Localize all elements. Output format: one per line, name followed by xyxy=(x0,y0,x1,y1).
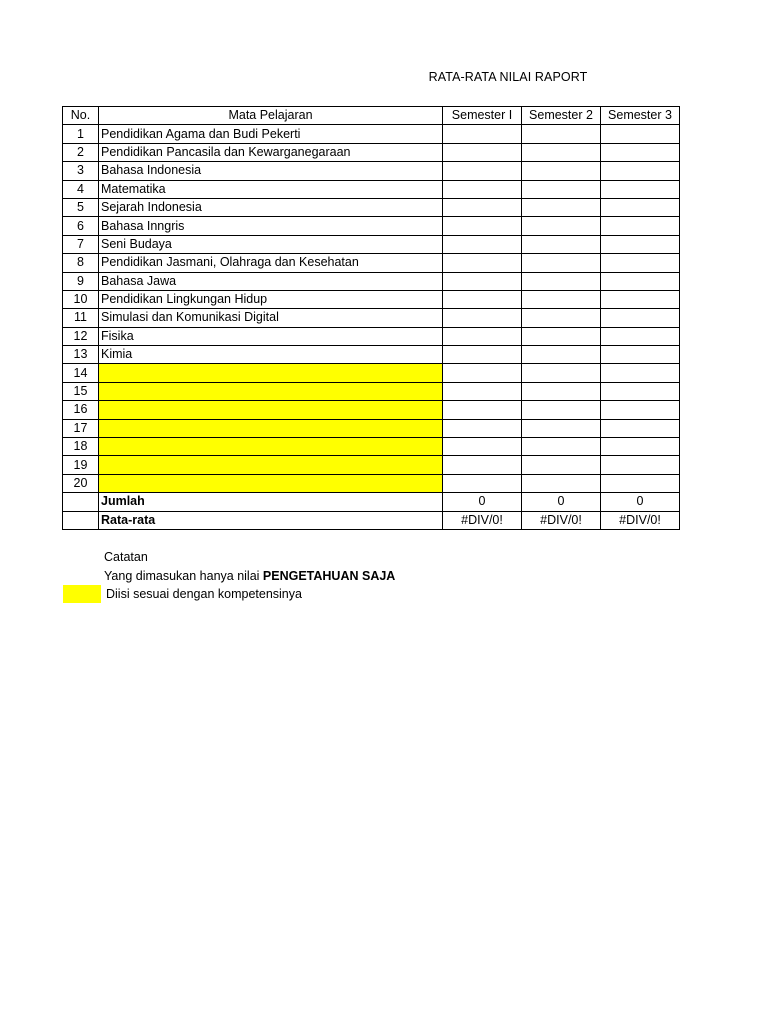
semester-3-cell[interactable] xyxy=(601,162,680,180)
semester-2-cell[interactable] xyxy=(522,125,601,143)
rata-rata-no-cell[interactable] xyxy=(63,511,99,529)
subject-cell[interactable]: Fisika xyxy=(99,327,443,345)
subject-cell-empty[interactable] xyxy=(99,474,443,492)
table-row xyxy=(63,143,680,161)
jumlah-row xyxy=(63,493,680,511)
semester-2-cell[interactable] xyxy=(522,327,601,345)
subject-cell[interactable]: Sejarah Indonesia xyxy=(99,198,443,216)
semester-2-cell[interactable] xyxy=(522,290,601,308)
semester-2-cell[interactable] xyxy=(522,235,601,253)
semester-3-cell[interactable] xyxy=(601,290,680,308)
subject-cell[interactable]: Bahasa Indonesia xyxy=(99,162,443,180)
row-number-cell[interactable]: 6 xyxy=(63,217,99,235)
subject-cell-empty[interactable] xyxy=(99,419,443,437)
header-no[interactable]: No. xyxy=(63,107,99,125)
row-number-cell[interactable]: 20 xyxy=(63,474,99,492)
semester-1-cell[interactable] xyxy=(443,327,522,345)
semester-1-cell[interactable] xyxy=(443,346,522,364)
row-number-cell[interactable]: 17 xyxy=(63,419,99,437)
semester-3-cell[interactable] xyxy=(601,456,680,474)
semester-3-cell[interactable] xyxy=(601,346,680,364)
row-number-cell[interactable]: 2 xyxy=(63,143,99,161)
table-row xyxy=(63,327,680,345)
semester-2-cell[interactable] xyxy=(522,162,601,180)
header-semester-2[interactable]: Semester 2 xyxy=(522,107,601,125)
semester-3-cell[interactable] xyxy=(601,143,680,161)
semester-1-cell[interactable] xyxy=(443,235,522,253)
semester-2-cell[interactable] xyxy=(522,254,601,272)
semester-2-cell[interactable] xyxy=(522,438,601,456)
semester-3-cell[interactable] xyxy=(601,309,680,327)
row-number-cell[interactable]: 19 xyxy=(63,456,99,474)
row-number-cell[interactable]: 14 xyxy=(63,364,99,382)
notes-instruction-prefix: Yang dimasukan hanya nilai xyxy=(104,568,263,583)
jumlah-semester-3[interactable]: 0 xyxy=(601,493,680,511)
grade-table xyxy=(62,106,680,530)
rata-rata-semester-2[interactable]: #DIV/0! xyxy=(522,511,601,529)
rata-rata-semester-1[interactable]: #DIV/0! xyxy=(443,511,522,529)
row-number-cell[interactable]: 11 xyxy=(63,309,99,327)
jumlah-semester-2[interactable]: 0 xyxy=(522,493,601,511)
semester-3-cell[interactable] xyxy=(601,125,680,143)
semester-1-cell[interactable] xyxy=(443,198,522,216)
semester-3-cell[interactable] xyxy=(601,474,680,492)
header-row xyxy=(63,107,680,125)
table-row xyxy=(63,382,680,400)
semester-3-cell[interactable] xyxy=(601,180,680,198)
header-semester-1[interactable]: Semester I xyxy=(443,107,522,125)
rata-rata-row xyxy=(63,511,680,529)
semester-3-cell[interactable] xyxy=(601,401,680,419)
semester-2-cell[interactable] xyxy=(522,143,601,161)
subject-cell[interactable]: Bahasa Inngris xyxy=(99,217,443,235)
semester-2-cell[interactable] xyxy=(522,456,601,474)
legend-text: Diisi sesuai dengan kompetensinya xyxy=(106,587,302,601)
table-row xyxy=(63,456,680,474)
semester-2-cell[interactable] xyxy=(522,217,601,235)
semester-1-cell[interactable] xyxy=(443,143,522,161)
table-row xyxy=(63,309,680,327)
notes-section xyxy=(104,548,395,585)
notes-heading: Catatan xyxy=(104,550,148,564)
subject-cell[interactable]: Kimia xyxy=(99,346,443,364)
subject-cell[interactable]: Pendidikan Pancasila dan Kewarganegaraan xyxy=(99,143,443,161)
subject-cell-empty[interactable] xyxy=(99,382,443,400)
row-number-cell[interactable]: 18 xyxy=(63,438,99,456)
semester-2-cell[interactable] xyxy=(522,474,601,492)
row-number-cell[interactable]: 8 xyxy=(63,254,99,272)
subject-cell-empty[interactable] xyxy=(99,456,443,474)
semester-1-cell[interactable] xyxy=(443,401,522,419)
semester-1-cell[interactable] xyxy=(443,254,522,272)
table-row xyxy=(63,272,680,290)
semester-3-cell[interactable] xyxy=(601,235,680,253)
row-number-cell[interactable]: 13 xyxy=(63,346,99,364)
semester-2-cell[interactable] xyxy=(522,364,601,382)
semester-2-cell[interactable] xyxy=(522,382,601,400)
row-number-cell[interactable]: 12 xyxy=(63,327,99,345)
table-row xyxy=(63,162,680,180)
subject-cell[interactable]: Pendidikan Jasmani, Olahraga dan Kesehatan xyxy=(99,254,443,272)
header-subject[interactable]: Mata Pelajaran xyxy=(99,107,443,125)
header-semester-3[interactable]: Semester 3 xyxy=(601,107,680,125)
semester-2-cell[interactable] xyxy=(522,272,601,290)
table-row xyxy=(63,346,680,364)
table-row xyxy=(63,254,680,272)
semester-1-cell[interactable] xyxy=(443,364,522,382)
row-number-cell[interactable]: 10 xyxy=(63,290,99,308)
semester-1-cell[interactable] xyxy=(443,217,522,235)
semester-3-cell[interactable] xyxy=(601,364,680,382)
row-number-cell[interactable]: 7 xyxy=(63,235,99,253)
semester-3-cell[interactable] xyxy=(601,438,680,456)
subject-cell[interactable]: Simulasi dan Komunikasi Digital xyxy=(99,309,443,327)
jumlah-semester-1[interactable]: 0 xyxy=(443,493,522,511)
semester-3-cell[interactable] xyxy=(601,419,680,437)
semester-2-cell[interactable] xyxy=(522,309,601,327)
semester-1-cell[interactable] xyxy=(443,272,522,290)
notes-instruction xyxy=(104,567,395,586)
semester-1-cell[interactable] xyxy=(443,309,522,327)
semester-2-cell[interactable] xyxy=(522,419,601,437)
semester-1-cell[interactable] xyxy=(443,419,522,437)
semester-1-cell[interactable] xyxy=(443,456,522,474)
subject-cell[interactable]: Pendidikan Lingkungan Hidup xyxy=(99,290,443,308)
semester-2-cell[interactable] xyxy=(522,346,601,364)
subject-cell[interactable]: Seni Budaya xyxy=(99,235,443,253)
row-number-cell[interactable]: 1 xyxy=(63,125,99,143)
semester-1-cell[interactable] xyxy=(443,438,522,456)
table-row xyxy=(63,125,680,143)
table-row xyxy=(63,180,680,198)
subject-cell-empty[interactable] xyxy=(99,364,443,382)
semester-3-cell[interactable] xyxy=(601,254,680,272)
semester-1-cell[interactable] xyxy=(443,125,522,143)
table-row xyxy=(63,401,680,419)
table-row xyxy=(63,235,680,253)
table-row xyxy=(63,217,680,235)
rata-rata-label[interactable]: Rata-rata xyxy=(99,511,443,529)
rata-rata-semester-3[interactable]: #DIV/0! xyxy=(601,511,680,529)
semester-2-cell[interactable] xyxy=(522,401,601,419)
semester-3-cell[interactable] xyxy=(601,198,680,216)
table-row xyxy=(63,419,680,437)
semester-3-cell[interactable] xyxy=(601,217,680,235)
subject-cell[interactable]: Bahasa Jawa xyxy=(99,272,443,290)
row-number-cell[interactable]: 16 xyxy=(63,401,99,419)
semester-2-cell[interactable] xyxy=(522,198,601,216)
semester-1-cell[interactable] xyxy=(443,474,522,492)
semester-3-cell[interactable] xyxy=(601,327,680,345)
subject-cell[interactable]: Matematika xyxy=(99,180,443,198)
table-body xyxy=(63,125,680,493)
row-number-cell[interactable]: 5 xyxy=(63,198,99,216)
semester-3-cell[interactable] xyxy=(601,382,680,400)
subject-cell[interactable]: Pendidikan Agama dan Budi Pekerti xyxy=(99,125,443,143)
notes-instruction-bold: PENGETAHUAN SAJA xyxy=(262,568,396,583)
semester-1-cell[interactable] xyxy=(443,180,522,198)
subject-cell-empty[interactable] xyxy=(99,438,443,456)
jumlah-no-cell[interactable] xyxy=(63,493,99,511)
row-number-cell[interactable]: 4 xyxy=(63,180,99,198)
table-row xyxy=(63,474,680,492)
semester-1-cell[interactable] xyxy=(443,382,522,400)
subject-cell-empty[interactable] xyxy=(99,401,443,419)
row-number-cell[interactable]: 9 xyxy=(63,272,99,290)
semester-3-cell[interactable] xyxy=(601,272,680,290)
table-row xyxy=(63,364,680,382)
semester-1-cell[interactable] xyxy=(443,162,522,180)
jumlah-label[interactable]: Jumlah xyxy=(99,493,443,511)
table-row xyxy=(63,438,680,456)
legend-highlight-swatch xyxy=(63,585,101,603)
row-number-cell[interactable]: 3 xyxy=(63,162,99,180)
row-number-cell[interactable]: 15 xyxy=(63,382,99,400)
table-row xyxy=(63,290,680,308)
page-title: RATA-RATA NILAI RAPORT xyxy=(428,70,588,84)
semester-2-cell[interactable] xyxy=(522,180,601,198)
table-row xyxy=(63,198,680,216)
semester-1-cell[interactable] xyxy=(443,290,522,308)
